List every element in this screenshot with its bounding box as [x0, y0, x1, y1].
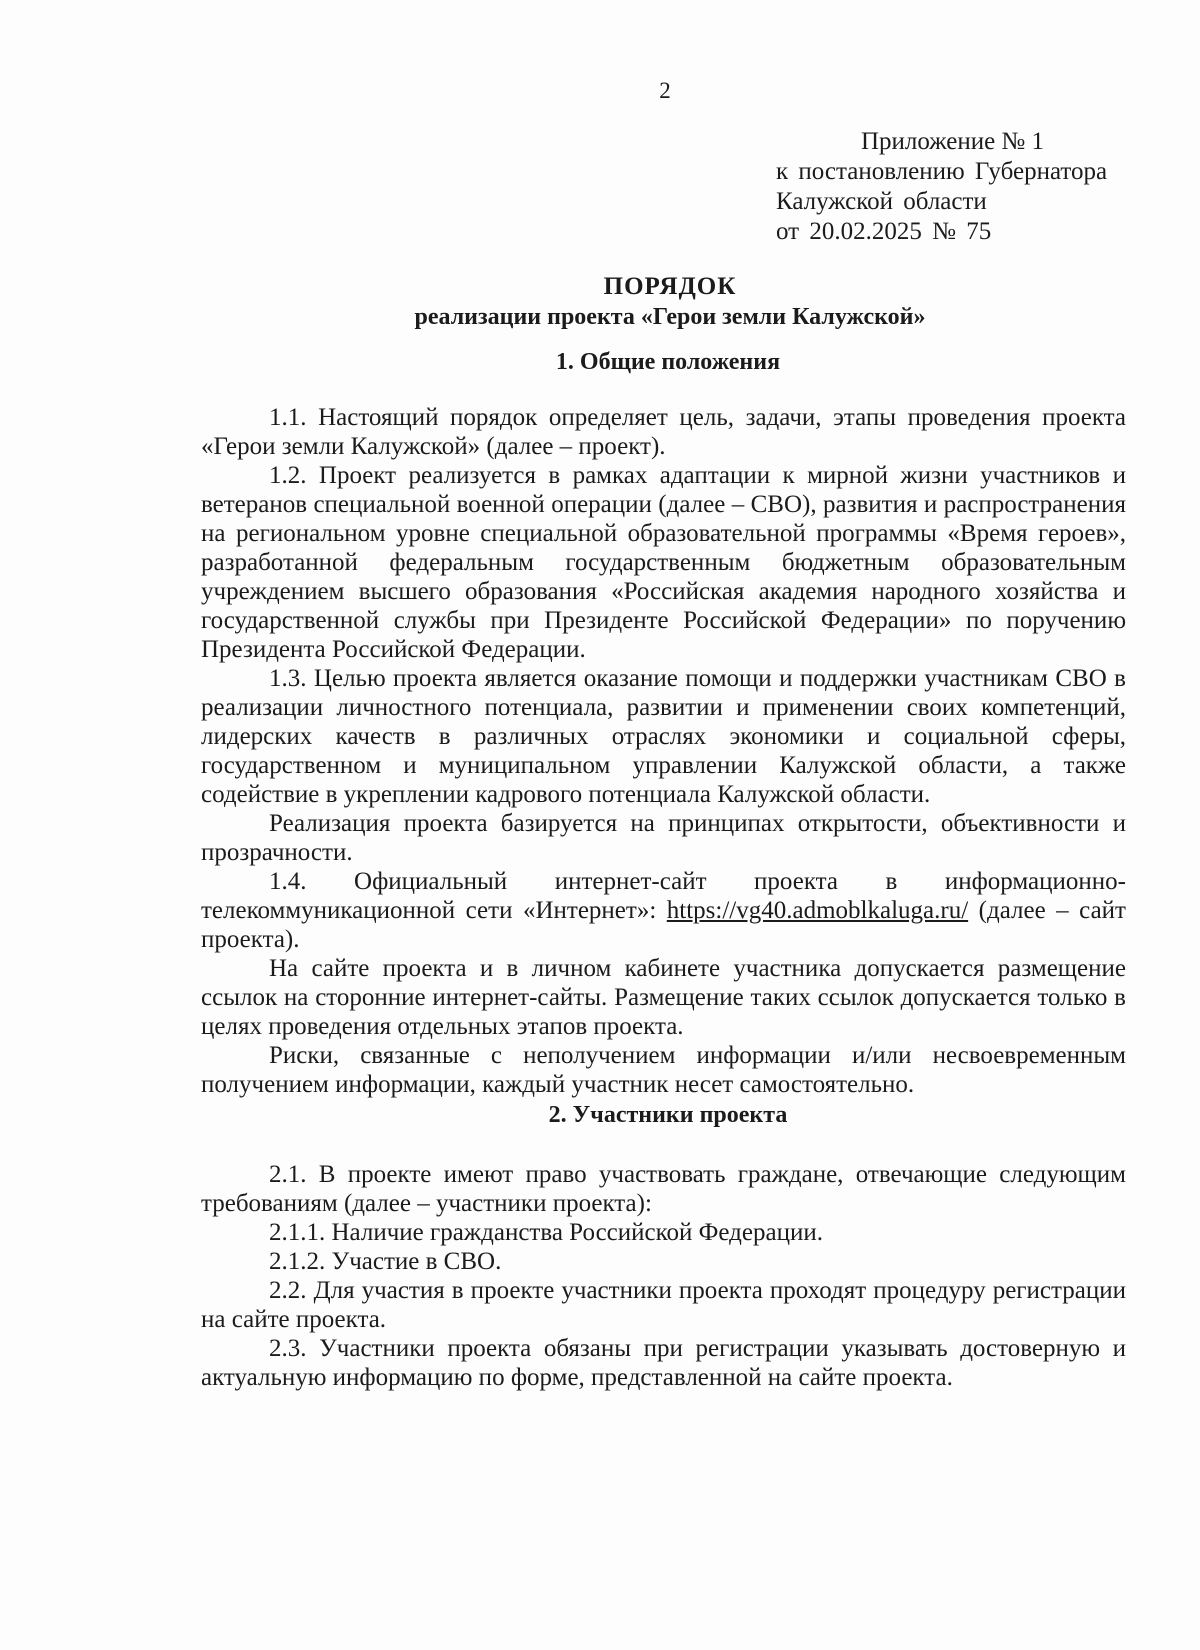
section-2-body	[201, 1160, 1126, 1392]
paragraph-2-2: 2.2. Для участия в проекте участники проекта проходят процедуру регистрации на сайте проекта.	[201, 1277, 1126, 1333]
paragraph-2-1-2: 2.1.2. Участие в СВО.	[269, 1248, 502, 1275]
paragraph-1-4	[201, 867, 1126, 954]
paragraph-1-4-links: На сайте проекта и в личном кабинете участника допускается размещение ссылок на сторонние интернет-сайты. Размещение таких ссылок допускается только в целях проведения отдельных этапов проекта.	[201, 955, 1126, 1040]
appendix-title: Приложение № 1	[861, 128, 1045, 155]
title-sub: реализации проекта «Герои земли Калужской»	[414, 304, 926, 330]
section-1-body	[201, 403, 1126, 1099]
paragraph-1-4-risks: Риски, связанные с неполучением информации и/или несвоевременным получением информации, каждый участник несет самостоятельно.	[201, 1042, 1126, 1098]
appendix-block	[776, 127, 1107, 247]
appendix-date: от 20.02.2025 № 75	[776, 218, 992, 245]
title-main: ПОРЯДОК	[603, 273, 737, 300]
paragraph-1-3: 1.3. Целью проекта является оказание помощи и поддержки участникам СВО в реализации личностного потенциала, развитии и применении своих компетенций, лидерских качеств в различных отраслях экономики и социальной сферы, государственном и муниципальном управлении Калужской области, а также содействие в укреплении кадрового потенциала Калужской области.	[201, 665, 1126, 808]
paragraph-1-3-principles: Реализация проекта базируется на принципах открытости, объективности и прозрачности.	[201, 810, 1126, 866]
page-number: 2	[659, 78, 671, 103]
document-title	[0, 272, 1200, 332]
paragraph-2-3: 2.3. Участники проекта обязаны при регистрации указывать достоверную и актуальную информацию по форме, представленной на сайте проекта.	[201, 1335, 1126, 1391]
appendix-decree: к постановлению Губернатора	[776, 158, 1108, 185]
section-1-heading: 1. Общие положения	[555, 349, 781, 375]
paragraph-1-4-tail: (далее – сайт проекта).	[201, 897, 1126, 953]
appendix-region: Калужской области	[776, 188, 987, 215]
paragraph-1-4-text: 1.4. Официальный интернет-сайт проекта в информационно-телекоммуникационной сети «Интернет»:	[201, 868, 1126, 924]
paragraph-1-1: 1.1. Настоящий порядок определяет цель, задачи, этапы проведения проекта «Герои земли Калужской» (далее – проект).	[201, 404, 1126, 460]
paragraph-2-1: 2.1. В проекте имеют право участвовать граждане, отвечающие следующим требованиям (далее – участники проекта):	[201, 1161, 1126, 1217]
section-2-heading: 2. Участники проекта	[548, 1102, 788, 1128]
paragraph-1-2: 1.2. Проект реализуется в рамках адаптации к мирной жизни участников и ветеранов специальной военной операции (далее – СВО), развития и распространения на региональном уровне специальной образовательной программы «Время героев», разработанной федеральным государственным бюджетным образовательным учреждением высшего образования «Российская академия народного хозяйства и государственной службы при Президенте Российской Федерации» по поручению Президента Российской Федерации.	[201, 462, 1126, 663]
project-site-link[interactable]: https://vg40.admoblkaluga.ru/	[666, 897, 969, 924]
paragraph-2-1-1: 2.1.1. Наличие гражданства Российской Федерации.	[269, 1219, 823, 1246]
